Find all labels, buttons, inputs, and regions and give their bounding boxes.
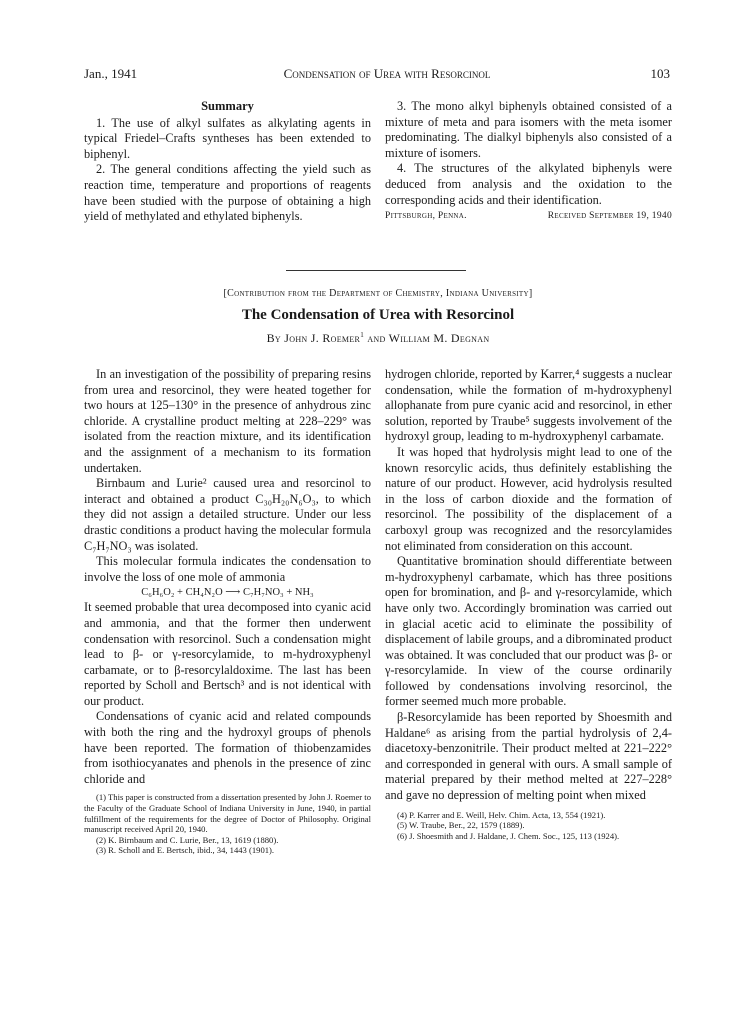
running-header-title: Condensation of Urea with Resorcinol xyxy=(283,66,491,81)
summary-item-3: 3. The mono alkyl biphenyls obtained consisted of a mixture of meta and para isomers with the meta isomer predominating. The dialkyl biphenyls also consisted of a mixture of isomers. xyxy=(385,99,672,160)
footnote-1: (1) This paper is constructed from a dissertation presented by John J. Roemer to the Faculty of the Graduate School of Indiana University in June, 1940, in partial fulfillment of the requirements for the degree of Doctor of Philosophy. Original manuscript received April 20, 1940. xyxy=(84,792,371,835)
footnotes-left xyxy=(84,792,371,856)
body-left-paragraph-1: In an investigation of the possibility of preparing resins from urea and resorcinol, they were heated together for two hours at 125–130° in the presence of anhydrous zinc chloride. A crystalline product melting at 228–229° was isolated from the reaction mixture, and its identification and the assignment of a mechanism to its formation undertaken. xyxy=(84,367,371,475)
summary-item-1: 1. The use of alkyl sulfates as alkylating agents in typical Friedel–Crafts syntheses has been extended to biphenyl. xyxy=(84,115,371,161)
footnotes-right xyxy=(385,810,672,842)
summary-right-column xyxy=(385,99,672,221)
summary-signature xyxy=(385,211,672,221)
footnote-6: (6) J. Shoesmith and J. Haldane, J. Chem. Soc., 125, 113 (1924). xyxy=(397,830,620,841)
body-left-column xyxy=(84,367,371,856)
author-1: John J. Roemer xyxy=(284,331,361,345)
author-2: William M. Degnan xyxy=(388,331,490,345)
body-left-paragraph-5: Condensations of cyanic acid and related compounds with both the ring and the hydroxyl groups of phenols have been reported. The formation of thiobenzamides from isothiocyanates and phenols in the presence of zinc chloride and xyxy=(84,709,371,786)
summary-item-4: 4. The structures of the alkylated biphenyls were deduced from analysis and the oxidation to the corresponding acids and their identification. xyxy=(385,161,672,207)
body-right-column xyxy=(385,367,672,841)
footnote-3: (3) R. Scholl and E. Bertsch, ibid., 34, 1443 (1901). xyxy=(96,845,275,856)
footnote-5: (5) W. Traube, Ber., 22, 1579 (1889). xyxy=(397,820,525,831)
body-left-paragraph-4: It seemed probable that urea decomposed into cyanic acid and ammonia, and that the former then underwent condensation with resorcinol. Such a condensation might lead to β- or γ-resorcylamide, to m-hydroxyphenyl carbamate, or to β-resorcylaldoxime. The last has been reported by Scholl and Bertsch³ and is not identical with our product. xyxy=(84,600,371,708)
article-title: The Condensation of Urea with Resorcinol xyxy=(241,307,515,323)
byline-by: By xyxy=(266,331,281,345)
byline xyxy=(84,331,672,346)
body-right-paragraph-3: Quantitative bromination should differentiate between m-hydroxyphenyl carbamate, which has three positions open for bromination, and β- and γ-resorcylamide, which have only two. Accordingly bromination was carried out in glacial acetic acid to eliminate the possibility of displacement of labile groups, and a dibrominated product was obtained. It was concluded that our product was β- or γ-resorcylamide. In view of the course ordinarily followed by condensations involving resorcinol, the former seemed much more probable. xyxy=(385,554,672,709)
summary-item-2: 2. The general conditions affecting the yield such as reaction time, temperature and proportions of reagents have been studied with the purpose of obtaining a high yield of methylated and ethylated biphenyls. xyxy=(84,162,371,224)
footnote-4: (4) P. Karrer and E. Weill, Helv. Chim. Acta, 13, 554 (1921). xyxy=(397,809,606,820)
page-number: 103 xyxy=(650,66,670,81)
body-right-paragraph-4: β-Resorcylamide has been reported by Shoesmith and Haldane⁶ as arising from the partial hydrolysis of 2,4-diacetoxy-benzonitrile. Their product melted at 221–222° and corresponded in general with ours. A small sample of material prepared by their method melted at 227–228° and gave no depression of melting point when mixed xyxy=(385,710,672,803)
body-right-paragraph-2: It was hoped that hydrolysis might lead to one of the known resorcylic acids, thus definitely establishing the nature of our product. However, acid hydrolysis resulted in the loss of carbon dioxide and the formation of resorcinol. The possibility of the displacement of a carboxyl group was recognized and the resorcylamides not eliminated from consideration on this account. xyxy=(385,444,672,553)
contribution-line: [Contribution from the Department of Chemistry, Indiana University] xyxy=(223,288,533,299)
body-right-paragraph-1: hydrogen chloride, reported by Karrer,⁴ suggests a nuclear condensation, while the formation of m-hydroxyphenyl allophanate from pure cyanic acid and resorcinol, in ether solution, reported by Traube⁵ suggests involvement of the hydroxyl group, leading to m-hydroxyphenyl carbamate. xyxy=(385,367,672,444)
summary-place: Pittsburgh, Penna. xyxy=(385,211,467,222)
section-divider xyxy=(286,270,466,271)
reaction-equation: C₆H₆O₂ + CH₄N₂O ⟶ C₇H₇NO₃ + NH₃ xyxy=(141,587,314,599)
running-header-date: Jan., 1941 xyxy=(84,66,138,81)
summary-received: Received September 19, 1940 xyxy=(547,211,672,222)
footnote-2: (2) K. Birnbaum and C. Lurie, Ber., 13, 1619 (1880). xyxy=(96,834,279,845)
byline-and: and xyxy=(367,331,386,345)
body-left-paragraph-3: This molecular formula indicates the condensation to involve the loss of one mole of ammonia xyxy=(84,554,371,584)
body-left-paragraph-2: Birnbaum and Lurie² caused urea and resorcinol to interact and obtained a product C₃₀H₂₀N₆O₃, to which they did not assign a detailed structure. Under our less drastic conditions a product having the molecular formula C₇H₇NO₃ was isolated. xyxy=(84,476,371,553)
author-1-footnote-mark: 1 xyxy=(360,331,364,339)
summary-left-column xyxy=(84,99,371,225)
summary-heading: Summary xyxy=(201,99,254,113)
